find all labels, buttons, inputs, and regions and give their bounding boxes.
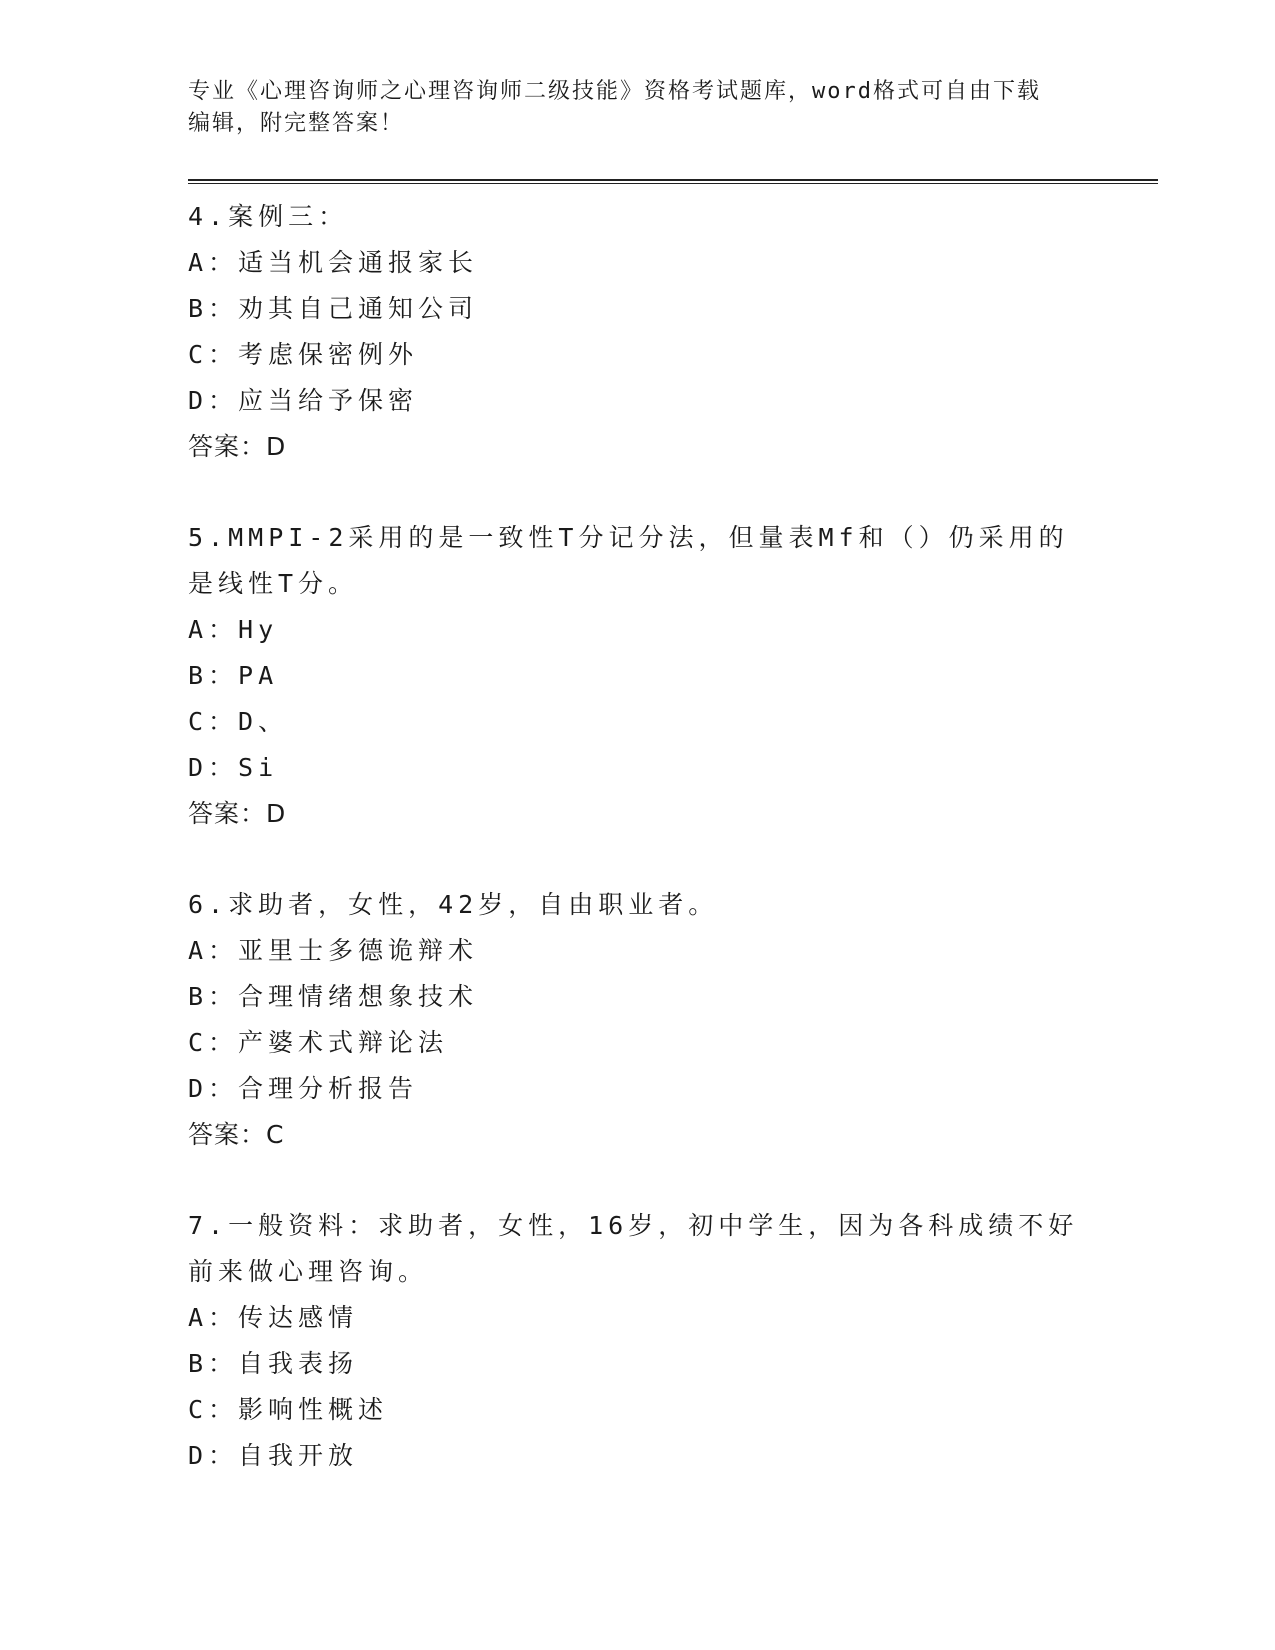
answer-label: 答案：D xyxy=(188,432,287,461)
option-a: A：Hy xyxy=(188,615,279,644)
option-d: D：合理分析报告 xyxy=(188,1074,419,1103)
question-stem: 7.一般资料：求助者，女性，16岁，初中学生，因为各科成绩不好前来做心理咨询。 xyxy=(188,1211,1079,1286)
option-b: B：PA xyxy=(188,661,279,690)
option-c: C：产婆术式辩论法 xyxy=(188,1028,449,1057)
option-d: D：Si xyxy=(188,753,279,782)
header-divider xyxy=(188,179,1158,184)
option-c: C：D、 xyxy=(188,707,289,736)
document-page xyxy=(188,0,1158,1650)
option-c: C：影响性概述 xyxy=(188,1395,389,1424)
question-4 xyxy=(188,194,1088,470)
option-a: A：适当机会通报家长 xyxy=(188,248,479,277)
question-stem: 6.求助者，女性，42岁，自由职业者。 xyxy=(188,890,719,919)
answer-label: 答案：D xyxy=(188,799,287,828)
option-a: A：亚里士多德诡辩术 xyxy=(188,936,479,965)
header-line-1: 专业《心理咨询师之心理咨询师二级技能》资格考试题库，word格式可自由下载 xyxy=(188,79,1041,104)
header-line-2: 编辑，附完整答案！ xyxy=(188,111,405,136)
option-c: C：考虑保密例外 xyxy=(188,340,419,369)
answer-label: 答案：C xyxy=(188,1120,285,1149)
question-stem: 5.MMPI-2采用的是一致性T分记分法，但量表Mf和（）仍采用的是线性T分。 xyxy=(188,523,1069,598)
option-b: B：合理情绪想象技术 xyxy=(188,982,479,1011)
option-b: B：自我表扬 xyxy=(188,1349,359,1378)
document-header xyxy=(188,76,1088,140)
option-a: A：传达感情 xyxy=(188,1303,359,1332)
question-7 xyxy=(188,1203,1088,1479)
question-6 xyxy=(188,882,1088,1158)
option-d: D：应当给予保密 xyxy=(188,386,419,415)
question-stem: 4.案例三： xyxy=(188,202,349,231)
option-b: B：劝其自己通知公司 xyxy=(188,294,479,323)
option-d: D：自我开放 xyxy=(188,1441,359,1470)
question-5 xyxy=(188,515,1088,837)
question-list xyxy=(188,194,1088,1524)
